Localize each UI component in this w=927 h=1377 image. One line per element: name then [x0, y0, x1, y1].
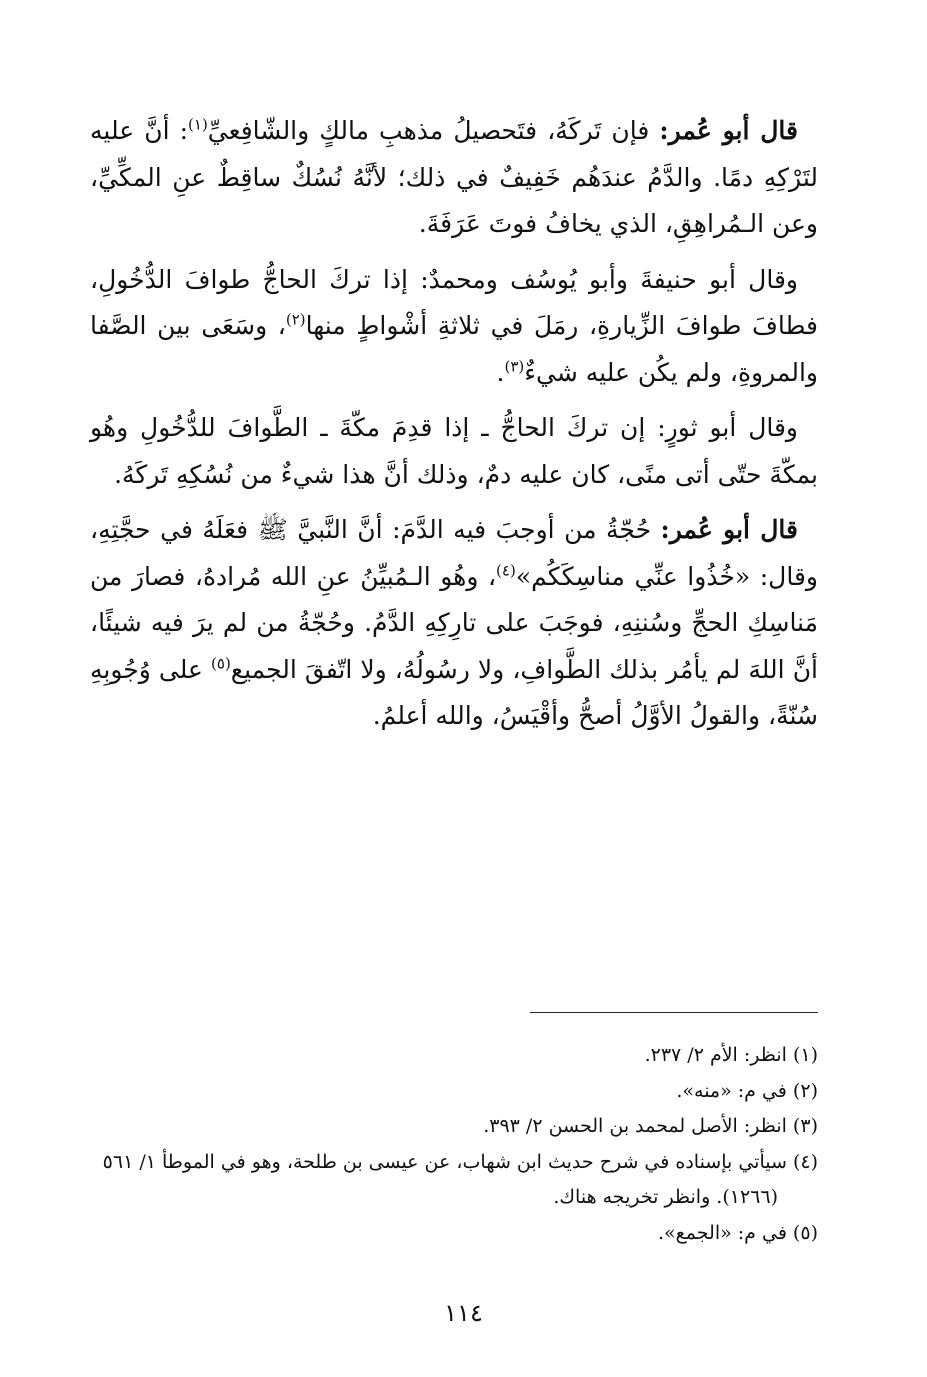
paragraph-2 [90, 257, 818, 397]
footnote-5: (٥) في م: «الجمع». [658, 1221, 818, 1244]
footnote-ref-5[interactable]: (٥) [211, 654, 231, 673]
footnote-ref-1[interactable]: (١) [188, 115, 208, 134]
paragraph-4 [90, 507, 818, 740]
paragraph-text: فإن تَركَهُ، فتَحصيلُ مذهبِ مالكٍ والشّافِعيِّ [207, 116, 660, 145]
paragraph-1 [90, 108, 818, 248]
paragraph-text: على وُجُوبِهِ سُنّةً، والقولُ الأوَّلُ أصحُّ وأقْيَسُ، والله أعلمُ. [90, 654, 818, 730]
paragraph-text: . [496, 357, 505, 387]
footnote-separator [530, 1012, 818, 1013]
paragraph-text: ، وهُو الـمُبيِّنُ عنِ الله مُرادهُ، فصارَ من مَناسِكِ الحجِّ وسُننِهِ، فوجَبَ على تارِكِهِ الدَّمُ. وحُجّةُ من لم يرَ فيه شيئًا، أنَّ اللهَ لم يأمُر بذلك الطَّوافِ، ولا رسُولُهُ، ولا اتّفقَ الجميع [90, 561, 818, 684]
footnote-2: (٢) في م: «منه». [676, 1079, 818, 1102]
paragraph-text: : أنَّ عليه لتَرْكِهِ دمًا. والدَّمُ عندَهُم خَفِيفٌ في ذلك؛ لأنَّهُ نُسُكٌ ساقِطٌ عنِ المكِّيِّ، وعن الـمُراهِقِ، الذي يخافُ فوتَ عَرَفَةَ. [90, 116, 818, 238]
footnotes [90, 1038, 818, 1251]
paragraph-text: ، وسَعَى بين الصَّفا والمروةِ، ولم يكُن عليه شيءٌ [90, 311, 818, 387]
paragraph-text: وقال أبو ثورٍ: إن تركَ الحاجُّ ـ إذا قدِمَ مكّةَ ـ الطَّوافَ للدُّخُولِ وهُو بمكّةَ حتّى أتى منًى، كان عليه دمٌ، وذلك أنَّ هذا شيءٌ من نُسُكِهِ تَركَهُ. [90, 413, 818, 489]
paragraph-3 [90, 405, 818, 498]
footnote-4-continuation: (١٢٦٦). وانظر تخريجه هناك. [553, 1186, 778, 1208]
paragraph-text: حُجّةُ من أوجبَ فيه الدَّمَ: أنَّ النَّبيَّ ﷺ فعَلَهُ في حجَّتِهِ، وقال: «خُذُوا عنِّي مناسِكَكُم» [90, 515, 818, 591]
paragraph-lead: قال أبو عُمر: [659, 116, 799, 145]
footnote-1: (١) انظر: الأم ٢/ ٢٣٧. [644, 1044, 818, 1066]
paragraph-lead: قال أبو عُمر: [660, 515, 798, 544]
paragraph-text: وقال أبو حنيفةَ وأبو يُوسُف ومحمدٌ: إذا تركَ الحاجُّ طوافَ الدُّخُولِ، فطافَ طوافَ الزِّيارةِ، رمَلَ في ثلاثةِ أشْواطٍ منها [90, 264, 818, 340]
footnote-4: (٤) سيأتي بإسناده في شرح حديث ابن شهاب، عن عيسى بن طلحة، وهو في الموطأ ١/ ٥٦١ [102, 1150, 818, 1173]
main-text [90, 108, 818, 749]
footnote-3: (٣) انظر: الأصل لمحمد بن الحسن ٢/ ٣٩٣. [483, 1115, 818, 1137]
footnote-ref-3[interactable]: (٣) [504, 357, 525, 376]
footnote-ref-2[interactable]: (٢) [285, 310, 306, 329]
page-number: ١١٤ [444, 1299, 483, 1327]
footnote-ref-4[interactable]: (٤) [496, 561, 516, 580]
